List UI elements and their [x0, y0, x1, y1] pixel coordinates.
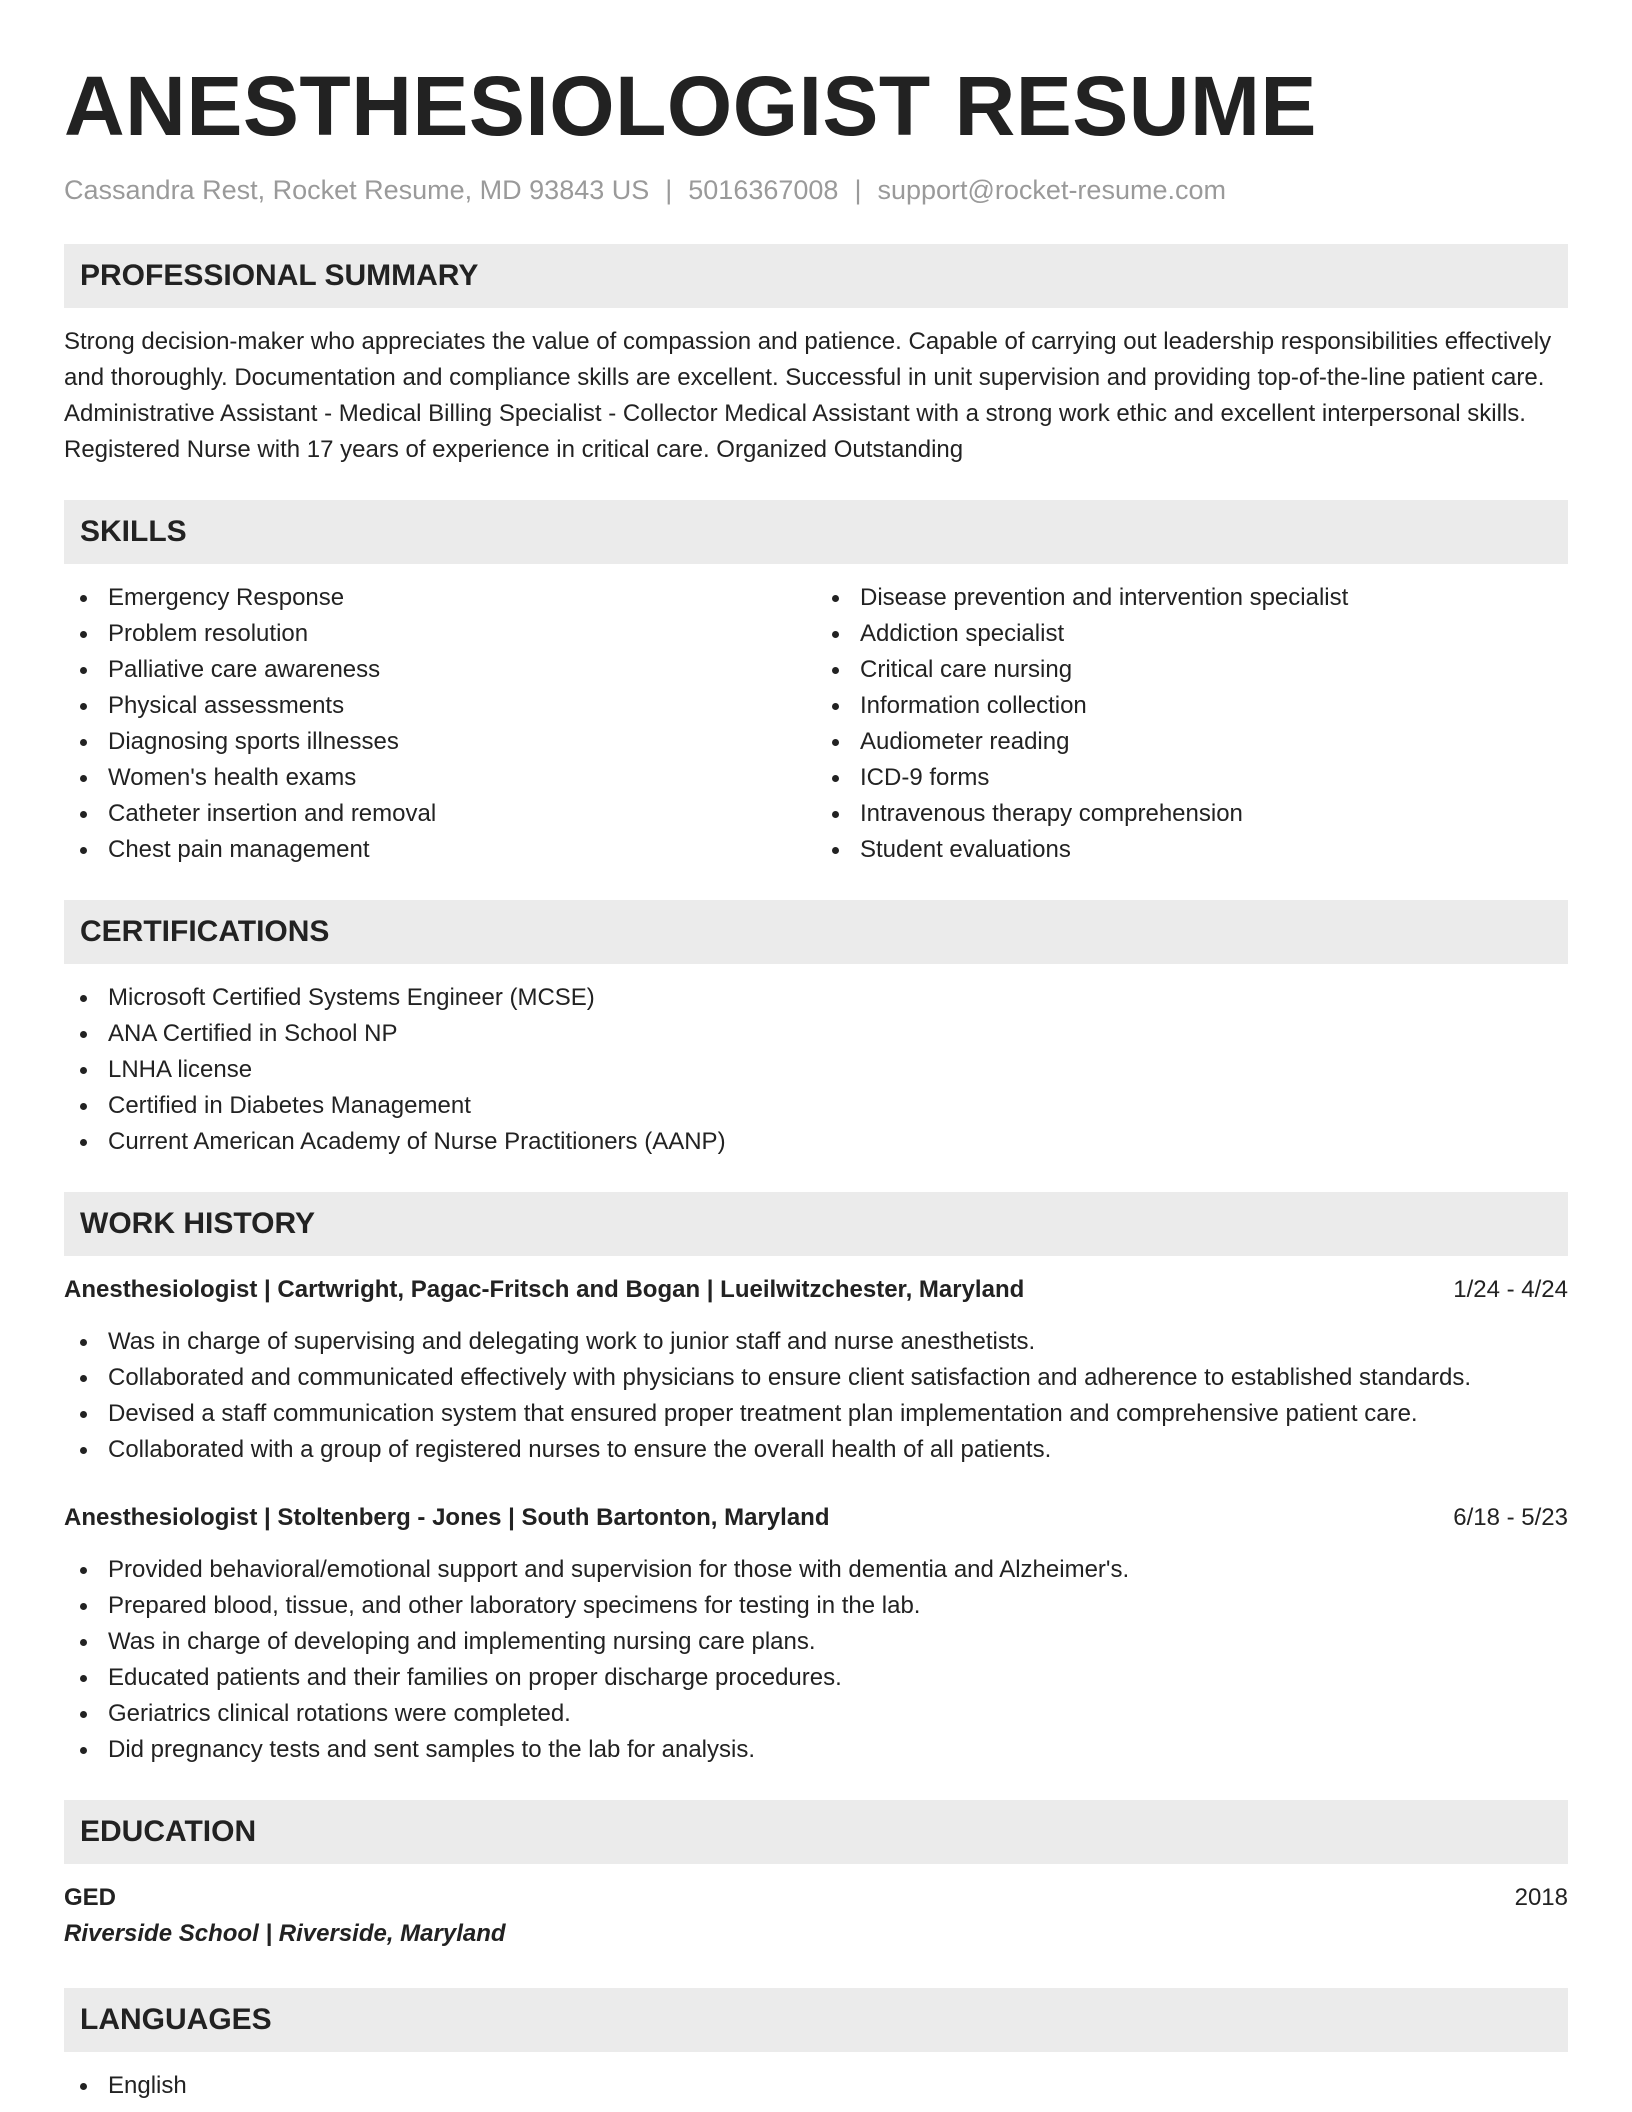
certification-item: Current American Academy of Nurse Practitioners (AANP)	[64, 1124, 1568, 1160]
summary-heading: PROFESSIONAL SUMMARY	[64, 244, 1568, 308]
skill-item: Diagnosing sports illnesses	[64, 724, 816, 760]
job-entry	[64, 1272, 1568, 1468]
job-dates: 6/18 - 5/23	[1453, 1504, 1568, 1531]
languages-list	[64, 2068, 1568, 2104]
skills-grid	[64, 580, 1568, 868]
skill-item: Chest pain management	[64, 832, 816, 868]
skill-item: Emergency Response	[64, 580, 816, 616]
skill-item: Student evaluations	[816, 832, 1568, 868]
certifications-list	[64, 980, 1568, 1160]
education-entry	[64, 1880, 1568, 1952]
skill-item: Physical assessments	[64, 688, 816, 724]
certification-item: ANA Certified in School NP	[64, 1016, 1568, 1052]
contact-separator: |	[665, 175, 673, 205]
education-year: 2018	[1514, 1884, 1568, 1911]
job-dates: 1/24 - 4/24	[1453, 1276, 1568, 1303]
skill-item: Palliative care awareness	[64, 652, 816, 688]
skill-item: Addiction specialist	[816, 616, 1568, 652]
skills-heading: SKILLS	[64, 500, 1568, 564]
certification-item: Microsoft Certified Systems Engineer (MCSE)	[64, 980, 1568, 1016]
summary-text: Strong decision-maker who appreciates the value of compassion and patience. Capable of carrying out leadership responsibilities effectively and thoroughly. Documentation and compliance skills are excellent. Successful in unit supervision and providing top-of-the-line patient care. Administrative Assistant - Medical Billing Specialist - Collector Medical Assistant with a strong work ethic and excellent interpersonal skills. Registered Nurse with 17 years of experience in critical care. Organized Outstanding	[64, 328, 1552, 463]
job-bullet: Educated patients and their families on proper discharge procedures.	[64, 1660, 1568, 1696]
language-item: English	[64, 2068, 1568, 2104]
resume-title: ANESTHESIOLOGIST RESUME	[64, 59, 1317, 153]
job-bullets	[64, 1324, 1568, 1468]
contact-line	[64, 172, 1568, 208]
contact-email: support@rocket-resume.com	[877, 175, 1226, 205]
education-school: Riverside School | Riverside, Maryland	[64, 1920, 506, 1947]
contact-phone: 5016367008	[688, 175, 839, 205]
certification-item: Certified in Diabetes Management	[64, 1088, 1568, 1124]
skill-item: Women's health exams	[64, 760, 816, 796]
certifications-heading: CERTIFICATIONS	[64, 900, 1568, 964]
skills-right-list	[816, 580, 1568, 868]
skill-item: Intravenous therapy comprehension	[816, 796, 1568, 832]
job-bullet: Devised a staff communication system that ensured proper treatment plan implementation and comprehensive patient care.	[64, 1396, 1568, 1432]
job-header	[64, 1272, 1568, 1308]
job-bullet: Collaborated and communicated effectively with physicians to ensure client satisfaction and adherence to established standards.	[64, 1360, 1568, 1396]
job-bullets	[64, 1552, 1568, 1768]
languages-heading: LANGUAGES	[64, 1988, 1568, 2052]
work-history-heading: WORK HISTORY	[64, 1192, 1568, 1256]
contact-address: Cassandra Rest, Rocket Resume, MD 93843 US	[64, 175, 650, 205]
skill-item: Catheter insertion and removal	[64, 796, 816, 832]
skills-left-list	[64, 580, 816, 868]
job-bullet: Prepared blood, tissue, and other laboratory specimens for testing in the lab.	[64, 1588, 1568, 1624]
certification-item: LNHA license	[64, 1052, 1568, 1088]
job-bullet: Collaborated with a group of registered nurses to ensure the overall health of all patients.	[64, 1432, 1568, 1468]
job-entry	[64, 1500, 1568, 1768]
skill-item: Information collection	[816, 688, 1568, 724]
job-bullet: Was in charge of supervising and delegating work to junior staff and nurse anesthetists.	[64, 1324, 1568, 1360]
skill-item: Disease prevention and intervention specialist	[816, 580, 1568, 616]
skill-item: Audiometer reading	[816, 724, 1568, 760]
education-header	[64, 1880, 1568, 1916]
skill-item: ICD-9 forms	[816, 760, 1568, 796]
job-title: Anesthesiologist | Cartwright, Pagac-Fritsch and Bogan | Lueilwitzchester, Maryland	[64, 1276, 1025, 1303]
job-bullet: Did pregnancy tests and sent samples to the lab for analysis.	[64, 1732, 1568, 1768]
education-degree: GED	[64, 1884, 117, 1911]
education-heading: EDUCATION	[64, 1800, 1568, 1864]
job-title: Anesthesiologist | Stoltenberg - Jones | South Bartonton, Maryland	[64, 1504, 830, 1531]
job-bullet: Provided behavioral/emotional support and supervision for those with dementia and Alzheimer's.	[64, 1552, 1568, 1588]
skill-item: Critical care nursing	[816, 652, 1568, 688]
job-bullet: Was in charge of developing and implementing nursing care plans.	[64, 1624, 1568, 1660]
job-header	[64, 1500, 1568, 1536]
job-bullet: Geriatrics clinical rotations were completed.	[64, 1696, 1568, 1732]
contact-separator: |	[854, 175, 862, 205]
skill-item: Problem resolution	[64, 616, 816, 652]
